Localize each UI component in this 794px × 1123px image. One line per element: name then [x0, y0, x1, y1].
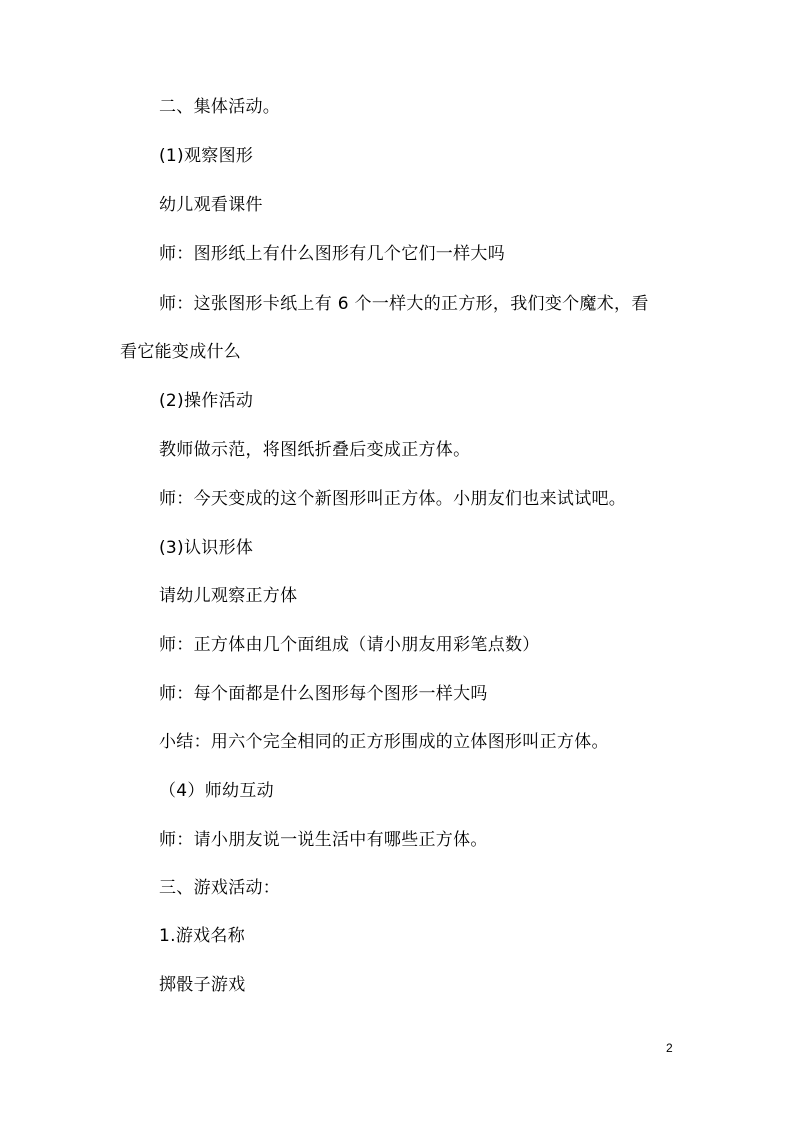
- paragraph-line: 师：正方体由几个面组成（请小朋友用彩笔点数）: [159, 635, 540, 655]
- paragraph-line: 请幼儿观察正方体: [159, 586, 298, 606]
- paragraph-line: 师：这张图形卡纸上有 6 个一样大的正方形，我们变个魔术，看: [159, 294, 649, 314]
- subheading-interaction: （4）师幼互动: [159, 781, 274, 801]
- paragraph-line-continuation: 看它能变成什么: [120, 342, 242, 362]
- paragraph-line: 幼儿观看课件: [159, 195, 263, 215]
- page-number: 2: [666, 1041, 673, 1055]
- paragraph-line-summary: 小结：用六个完全相同的正方形围成的立体图形叫正方体。: [159, 732, 609, 752]
- subheading-operation-activity: (2)操作活动: [159, 391, 254, 411]
- subheading-game-name: 1.游戏名称: [159, 926, 246, 946]
- paragraph-line: 教师做示范，将图纸折叠后变成正方体。: [159, 440, 471, 460]
- section-heading-group-activity: 二、集体活动。: [159, 97, 281, 117]
- paragraph-line: 师：今天变成的这个新图形叫正方体。小朋友们也来试试吧。: [159, 489, 627, 509]
- paragraph-line: 师：每个面都是什么图形每个图形一样大吗: [159, 684, 488, 704]
- subheading-observe-shapes: (1)观察图形: [159, 146, 254, 166]
- subheading-recognize-shape: (3)认识形体: [159, 538, 254, 558]
- paragraph-line: 师：图形纸上有什么图形有几个它们一样大吗: [159, 244, 505, 264]
- paragraph-line: 师：请小朋友说一说生活中有哪些正方体。: [159, 830, 488, 850]
- section-heading-game-activity: 三、游戏活动：: [159, 878, 281, 898]
- paragraph-line: 掷骰子游戏: [159, 975, 246, 995]
